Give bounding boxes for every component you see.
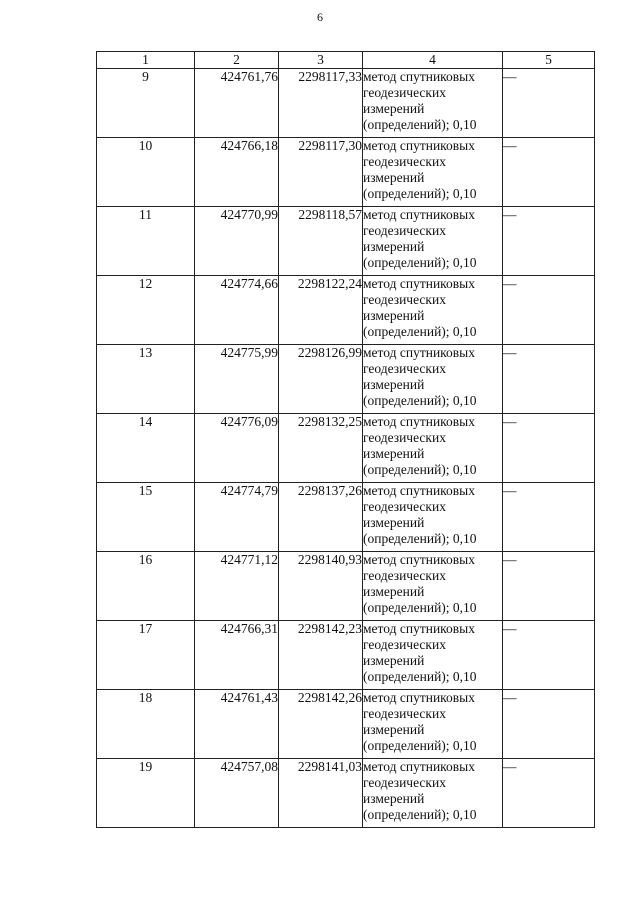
coordinate-y: 2298140,93 bbox=[279, 552, 363, 621]
method-line-1: метод спутниковых bbox=[363, 69, 475, 84]
method-line-4: (определений); 0,10 bbox=[363, 600, 477, 615]
point-number: 19 bbox=[97, 759, 195, 828]
method-line-2: геодезических bbox=[363, 568, 446, 583]
method-line-4: (определений); 0,10 bbox=[363, 807, 477, 822]
method-line-2: геодезических bbox=[363, 292, 446, 307]
coordinate-y: 2298126,99 bbox=[279, 345, 363, 414]
header-col-5: 5 bbox=[503, 52, 595, 69]
method-cell bbox=[363, 138, 503, 207]
header-col-3: 3 bbox=[279, 52, 363, 69]
note-cell: — bbox=[503, 345, 595, 414]
method-line-4: (определений); 0,10 bbox=[363, 531, 477, 546]
coordinate-y: 2298132,25 bbox=[279, 414, 363, 483]
point-number: 17 bbox=[97, 621, 195, 690]
method-line-2: геодезических bbox=[363, 85, 446, 100]
method-line-3: измерений bbox=[363, 239, 425, 254]
method-line-4: (определений); 0,10 bbox=[363, 738, 477, 753]
point-number: 18 bbox=[97, 690, 195, 759]
method-line-1: метод спутниковых bbox=[363, 207, 475, 222]
method-line-2: геодезических bbox=[363, 637, 446, 652]
coordinate-x: 424774,66 bbox=[195, 276, 279, 345]
method-line-3: измерений bbox=[363, 377, 425, 392]
coordinate-y: 2298118,57 bbox=[279, 207, 363, 276]
method-cell bbox=[363, 414, 503, 483]
method-line-3: измерений bbox=[363, 515, 425, 530]
method-line-2: геодезических bbox=[363, 154, 446, 169]
method-cell bbox=[363, 759, 503, 828]
table-row bbox=[97, 759, 595, 828]
method-line-4: (определений); 0,10 bbox=[363, 186, 477, 201]
method-line-3: измерений bbox=[363, 653, 425, 668]
coordinate-y: 2298142,23 bbox=[279, 621, 363, 690]
coordinate-x: 424757,08 bbox=[195, 759, 279, 828]
table-row bbox=[97, 690, 595, 759]
point-number: 12 bbox=[97, 276, 195, 345]
point-number: 9 bbox=[97, 69, 195, 138]
method-cell bbox=[363, 345, 503, 414]
table-body bbox=[97, 69, 595, 828]
method-line-1: метод спутниковых bbox=[363, 621, 475, 636]
note-cell: — bbox=[503, 276, 595, 345]
note-cell: — bbox=[503, 690, 595, 759]
method-line-3: измерений bbox=[363, 101, 425, 116]
method-cell bbox=[363, 552, 503, 621]
table-row bbox=[97, 69, 595, 138]
method-line-2: геодезических bbox=[363, 223, 446, 238]
table-row bbox=[97, 207, 595, 276]
note-cell: — bbox=[503, 138, 595, 207]
point-number: 13 bbox=[97, 345, 195, 414]
point-number: 11 bbox=[97, 207, 195, 276]
point-number: 14 bbox=[97, 414, 195, 483]
table-row bbox=[97, 345, 595, 414]
coordinate-x: 424774,79 bbox=[195, 483, 279, 552]
method-line-4: (определений); 0,10 bbox=[363, 393, 477, 408]
note-cell: — bbox=[503, 621, 595, 690]
method-line-4: (определений); 0,10 bbox=[363, 117, 477, 132]
method-cell bbox=[363, 69, 503, 138]
method-line-1: метод спутниковых bbox=[363, 414, 475, 429]
coordinate-y: 2298117,30 bbox=[279, 138, 363, 207]
method-line-3: измерений bbox=[363, 446, 425, 461]
note-cell: — bbox=[503, 759, 595, 828]
method-line-3: измерений bbox=[363, 791, 425, 806]
header-col-1: 1 bbox=[97, 52, 195, 69]
note-cell: — bbox=[503, 483, 595, 552]
point-number: 15 bbox=[97, 483, 195, 552]
method-line-1: метод спутниковых bbox=[363, 483, 475, 498]
method-line-3: измерений bbox=[363, 584, 425, 599]
table-row bbox=[97, 138, 595, 207]
method-line-3: измерений bbox=[363, 170, 425, 185]
method-line-2: геодезических bbox=[363, 775, 446, 790]
point-number: 16 bbox=[97, 552, 195, 621]
method-line-1: метод спутниковых bbox=[363, 345, 475, 360]
method-line-1: метод спутниковых bbox=[363, 138, 475, 153]
point-number: 10 bbox=[97, 138, 195, 207]
table-row bbox=[97, 621, 595, 690]
method-line-4: (определений); 0,10 bbox=[363, 255, 477, 270]
method-line-4: (определений); 0,10 bbox=[363, 462, 477, 477]
table-row bbox=[97, 276, 595, 345]
method-line-3: измерений bbox=[363, 722, 425, 737]
method-cell bbox=[363, 483, 503, 552]
coordinate-x: 424775,99 bbox=[195, 345, 279, 414]
method-line-2: геодезических bbox=[363, 706, 446, 721]
note-cell: — bbox=[503, 552, 595, 621]
coordinate-x: 424771,12 bbox=[195, 552, 279, 621]
header-col-2: 2 bbox=[195, 52, 279, 69]
method-line-3: измерений bbox=[363, 308, 425, 323]
method-line-1: метод спутниковых bbox=[363, 759, 475, 774]
method-cell bbox=[363, 621, 503, 690]
coordinate-x: 424766,31 bbox=[195, 621, 279, 690]
coordinate-y: 2298122,24 bbox=[279, 276, 363, 345]
coordinate-y: 2298141,03 bbox=[279, 759, 363, 828]
method-line-1: метод спутниковых bbox=[363, 276, 475, 291]
page-number: 6 bbox=[317, 10, 323, 24]
coordinate-y: 2298142,26 bbox=[279, 690, 363, 759]
header-col-4: 4 bbox=[363, 52, 503, 69]
coordinate-x: 424776,09 bbox=[195, 414, 279, 483]
coordinate-x: 424761,43 bbox=[195, 690, 279, 759]
table-row bbox=[97, 552, 595, 621]
method-line-1: метод спутниковых bbox=[363, 690, 475, 705]
note-cell: — bbox=[503, 207, 595, 276]
method-cell bbox=[363, 276, 503, 345]
note-cell: — bbox=[503, 69, 595, 138]
header-row bbox=[97, 52, 595, 69]
method-line-2: геодезических bbox=[363, 499, 446, 514]
coordinate-y: 2298137,26 bbox=[279, 483, 363, 552]
method-line-4: (определений); 0,10 bbox=[363, 669, 477, 684]
coordinate-y: 2298117,33 bbox=[279, 69, 363, 138]
method-cell bbox=[363, 690, 503, 759]
coordinate-x: 424770,99 bbox=[195, 207, 279, 276]
coordinate-x: 424761,76 bbox=[195, 69, 279, 138]
method-line-4: (определений); 0,10 bbox=[363, 324, 477, 339]
coordinate-x: 424766,18 bbox=[195, 138, 279, 207]
table-header bbox=[97, 52, 595, 69]
coordinates-table bbox=[96, 51, 595, 828]
method-line-1: метод спутниковых bbox=[363, 552, 475, 567]
table-row bbox=[97, 414, 595, 483]
method-cell bbox=[363, 207, 503, 276]
method-line-2: геодезических bbox=[363, 361, 446, 376]
table-row bbox=[97, 483, 595, 552]
note-cell: — bbox=[503, 414, 595, 483]
method-line-2: геодезических bbox=[363, 430, 446, 445]
